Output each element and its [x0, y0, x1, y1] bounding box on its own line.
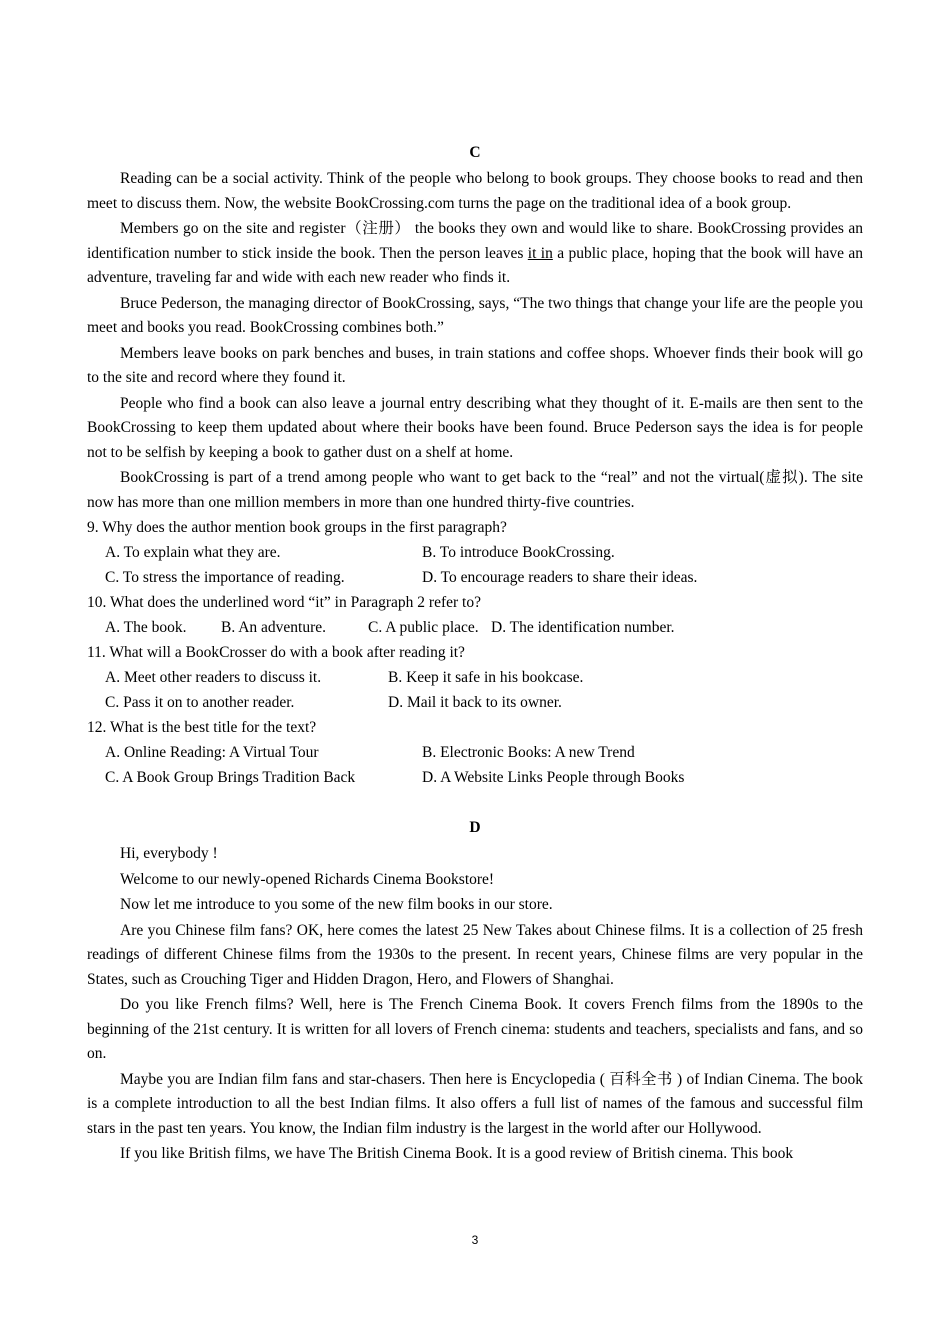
section-d-paragraph-5: Do you like French films? Well, here is The French Cinema Book. It covers French films from the 1890s to the beginning of the 21st century. It is written for all lovers of French cinema: students and teachers, specialists and fans, and so on. [87, 996, 863, 1062]
section-c-paragraph-3: Bruce Pederson, the managing director of BookCrossing, says, “The two things that change your life are the people you meet and books you read. BookCrossing combines both.” [87, 294, 863, 336]
question-11-stem: 11. What will a BookCrosser do with a book after reading it? [87, 644, 465, 661]
question-9-stem: 9. Why does the author mention book groups in the first paragraph? [87, 519, 507, 536]
question-9-option-b: B. To introduce BookCrossing. [422, 544, 615, 561]
section-d-paragraph-6: Maybe you are Indian film fans and star-chasers. Then here is Encyclopedia ( 百科全书 ) of Indian Cinema. The book is a complete introduction to all the best Indian films. It also offers a full list of names of the famous and successful film stars in the past ten years. You know, the Indian film industry is the largest in the world after our Hollywood. [87, 1070, 863, 1137]
question-10-options-row [87, 616, 863, 641]
section-c-paragraph-1: Reading can be a social activity. Think of the people who belong to book groups. They choose books to read and then meet to discuss them. Now, the website BookCrossing.com turns the page on the traditional idea of a book group. [87, 170, 863, 212]
question-9-option-c: C. To stress the importance of reading. [105, 569, 345, 586]
question-12-option-d: D. A Website Links People through Books [422, 769, 685, 786]
question-10-option-c: C. A public place. [368, 619, 479, 636]
section-d-paragraph-3: Now let me introduce to you some of the new film books in our store. [120, 896, 553, 913]
question-9-option-a: A. To explain what they are. [105, 544, 281, 561]
underlined-it: it in [527, 244, 553, 262]
question-10-option-b: B. An adventure. [221, 619, 327, 636]
question-11-options-row-2 [87, 691, 863, 716]
page-number: 3 [471, 1233, 479, 1247]
section-d-paragraph-7: If you like British films, we have The British Cinema Book. It is a good review of British cinema. This book [120, 1145, 794, 1162]
question-11-option-a: A. Meet other readers to discuss it. [105, 669, 322, 686]
p2-text-before: Members go on the site and register（注册） the books they own and would like to share. BookCrossing provides an identification number to stick inside the book. Then the person leaves [87, 220, 863, 262]
question-10-stem: 10. What does the underlined word “it” in Paragraph 2 refer to? [87, 594, 481, 611]
p2-text-after: a public place, hoping that the book will have an adventure, traveling far and wide with each new reader who finds it. [87, 244, 863, 286]
section-c-paragraph-2 [87, 217, 863, 291]
question-10-option-a: A. The book. [105, 619, 187, 636]
question-9-options-row-1 [87, 541, 863, 566]
question-12-options-row-1 [87, 741, 863, 766]
question-11-options-row-1 [87, 666, 863, 691]
section-c-paragraph-4: Members leave books on park benches and buses, in train stations and coffee shops. Whoever finds their book will go to the site and record where they found it. [87, 344, 863, 386]
section-d-paragraph-1: Hi, everybody ! [120, 845, 218, 862]
section-d-heading: D [469, 819, 481, 836]
section-d-paragraph-4: Are you Chinese film fans? OK, here comes the latest 25 New Takes about Chinese films. It is a collection of 25 fresh readings of different Chinese films from the 1930s to the present. In recent years, Chinese films are very popular in the States, such as Crouching Tiger and Hidden Dragon, Hero, and Flowers of Shanghai. [87, 921, 863, 988]
question-12-option-c: C. A Book Group Brings Tradition Back [105, 769, 356, 786]
question-12-option-b: B. Electronic Books: A new Trend [422, 744, 635, 761]
question-10-option-d: D. The identification number. [491, 619, 675, 636]
question-9-option-d: D. To encourage readers to share their ideas. [422, 569, 698, 586]
section-c-heading: C [469, 144, 481, 161]
page-content [87, 141, 863, 1168]
question-11-option-d: D. Mail it back to its owner. [388, 694, 562, 711]
question-11-option-b: B. Keep it safe in his bookcase. [388, 669, 584, 686]
question-12-options-row-2 [87, 766, 863, 791]
question-11-option-c: C. Pass it on to another reader. [105, 694, 295, 711]
section-c-paragraph-6: BookCrossing is part of a trend among people who want to get back to the “real” and not the virtual(虚拟). The site now has more than one million members in more than one hundred thirty-five countries. [87, 469, 863, 511]
section-spacer [87, 791, 863, 816]
section-d-paragraph-2: Welcome to our newly-opened Richards Cinema Bookstore! [120, 870, 495, 888]
question-12-option-a: A. Online Reading: A Virtual Tour [105, 744, 319, 761]
question-12-stem: 12. What is the best title for the text? [87, 719, 317, 736]
question-9-options-row-2 [87, 566, 863, 591]
section-c-paragraph-5: People who find a book can also leave a journal entry describing what they thought of it. E-mails are then sent to the BookCrossing to keep them updated about where their books have been found. Bruce Pederson says the idea is for people not to be selfish by keeping a book to gather dust on a shelf at home. [87, 394, 863, 461]
